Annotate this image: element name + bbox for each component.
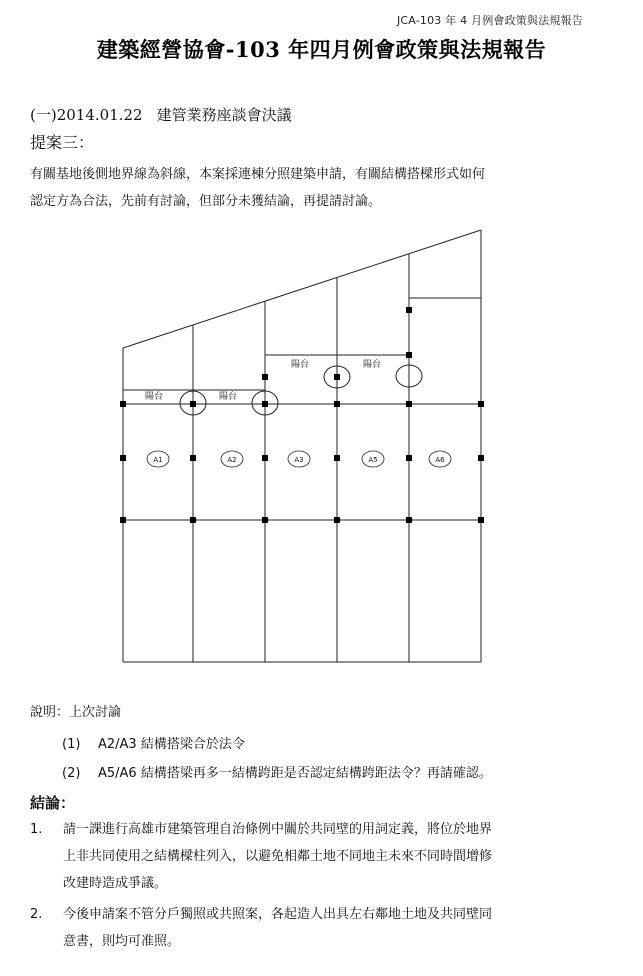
- unit-label: A5: [368, 456, 378, 464]
- column: [406, 307, 412, 313]
- floor-plan-diagram: [115, 225, 495, 669]
- section-heading: [30, 104, 292, 125]
- unit-label: A6: [435, 456, 445, 464]
- column: [190, 455, 196, 461]
- running-header: JCA-103 年 4 月例會政策與法規報告: [396, 14, 583, 27]
- conclusion-line: 今後申請案不管分戶獨照或共照案，各起造人出具左右鄰地土地及共同壁同: [63, 907, 493, 922]
- unit-label: A3: [294, 456, 304, 464]
- column: [478, 517, 484, 523]
- floor-plan-svg: [115, 225, 495, 665]
- balcony-label: 陽台: [219, 392, 238, 402]
- conclusion-item-number: 1.: [30, 822, 43, 837]
- explanation-item-text: A5/A6 結構搭梁再多一結構跨距是否認定結構跨距法令？再請確認。: [98, 766, 492, 781]
- column: [120, 517, 126, 523]
- balcony-label: 陽台: [145, 392, 164, 402]
- conclusion-line: 上非共同使用之結構樑柱列入，以避免相鄰土地不同地主未來不同時間增修: [63, 849, 493, 864]
- proposal-label: 提案三：: [30, 133, 95, 152]
- conclusion-line: 請一課進行高雄市建築管理自治條例中關於共同壁的用詞定義，將位於地界: [63, 822, 493, 837]
- explanation-item: [62, 762, 492, 781]
- column: [334, 374, 340, 380]
- explanation-item: [62, 733, 245, 752]
- conclusion-item-number: 2.: [30, 907, 43, 922]
- unit-label: A2: [227, 456, 237, 464]
- column: [334, 517, 340, 523]
- conclusion-label: 結論：: [30, 794, 76, 812]
- column: [120, 401, 126, 407]
- section-heading-text: 建管業務座談會決議: [156, 106, 292, 124]
- intro-line: 有關基地後側地界線為斜線，本案採連棟分照建築申請，有關結構搭樑形式如何: [30, 167, 486, 182]
- balcony-label: 陽台: [291, 360, 310, 370]
- unit-label: A1: [153, 456, 163, 464]
- column: [190, 517, 196, 523]
- document-title: 建築經營協會-103 年四月例會政策與法規報告: [96, 37, 547, 62]
- column: [406, 401, 412, 407]
- explanation-label: 說明：上次討論: [30, 705, 122, 720]
- intro-line: 認定方為合法，先前有討論，但部分未獲結論，再提請討論。: [30, 194, 382, 209]
- column: [478, 455, 484, 461]
- intro-paragraph: [30, 161, 590, 215]
- explanation-item-text: A2/A3 結構搭梁合於法令: [98, 737, 245, 752]
- column: [334, 455, 340, 461]
- explanation-item-number: (2): [62, 766, 81, 781]
- section-heading-date: (一)2014.01.22: [30, 106, 143, 124]
- conclusion-line: 意書，則均可准照。: [63, 934, 181, 949]
- column: [190, 401, 196, 407]
- column: [120, 455, 126, 461]
- column: [262, 517, 268, 523]
- column: [262, 374, 268, 380]
- column: [262, 401, 268, 407]
- explanation-item-number: (1): [62, 737, 81, 752]
- column: [406, 517, 412, 523]
- conclusion-item: [30, 901, 590, 955]
- column: [406, 352, 412, 358]
- rear-boundary-line: [123, 230, 481, 348]
- conclusion-item: [30, 816, 590, 897]
- conclusion-line: 改建時造成爭議。: [63, 876, 168, 891]
- column: [334, 401, 340, 407]
- balcony-label: 陽台: [363, 360, 382, 370]
- column: [262, 455, 268, 461]
- column: [478, 401, 484, 407]
- column: [406, 455, 412, 461]
